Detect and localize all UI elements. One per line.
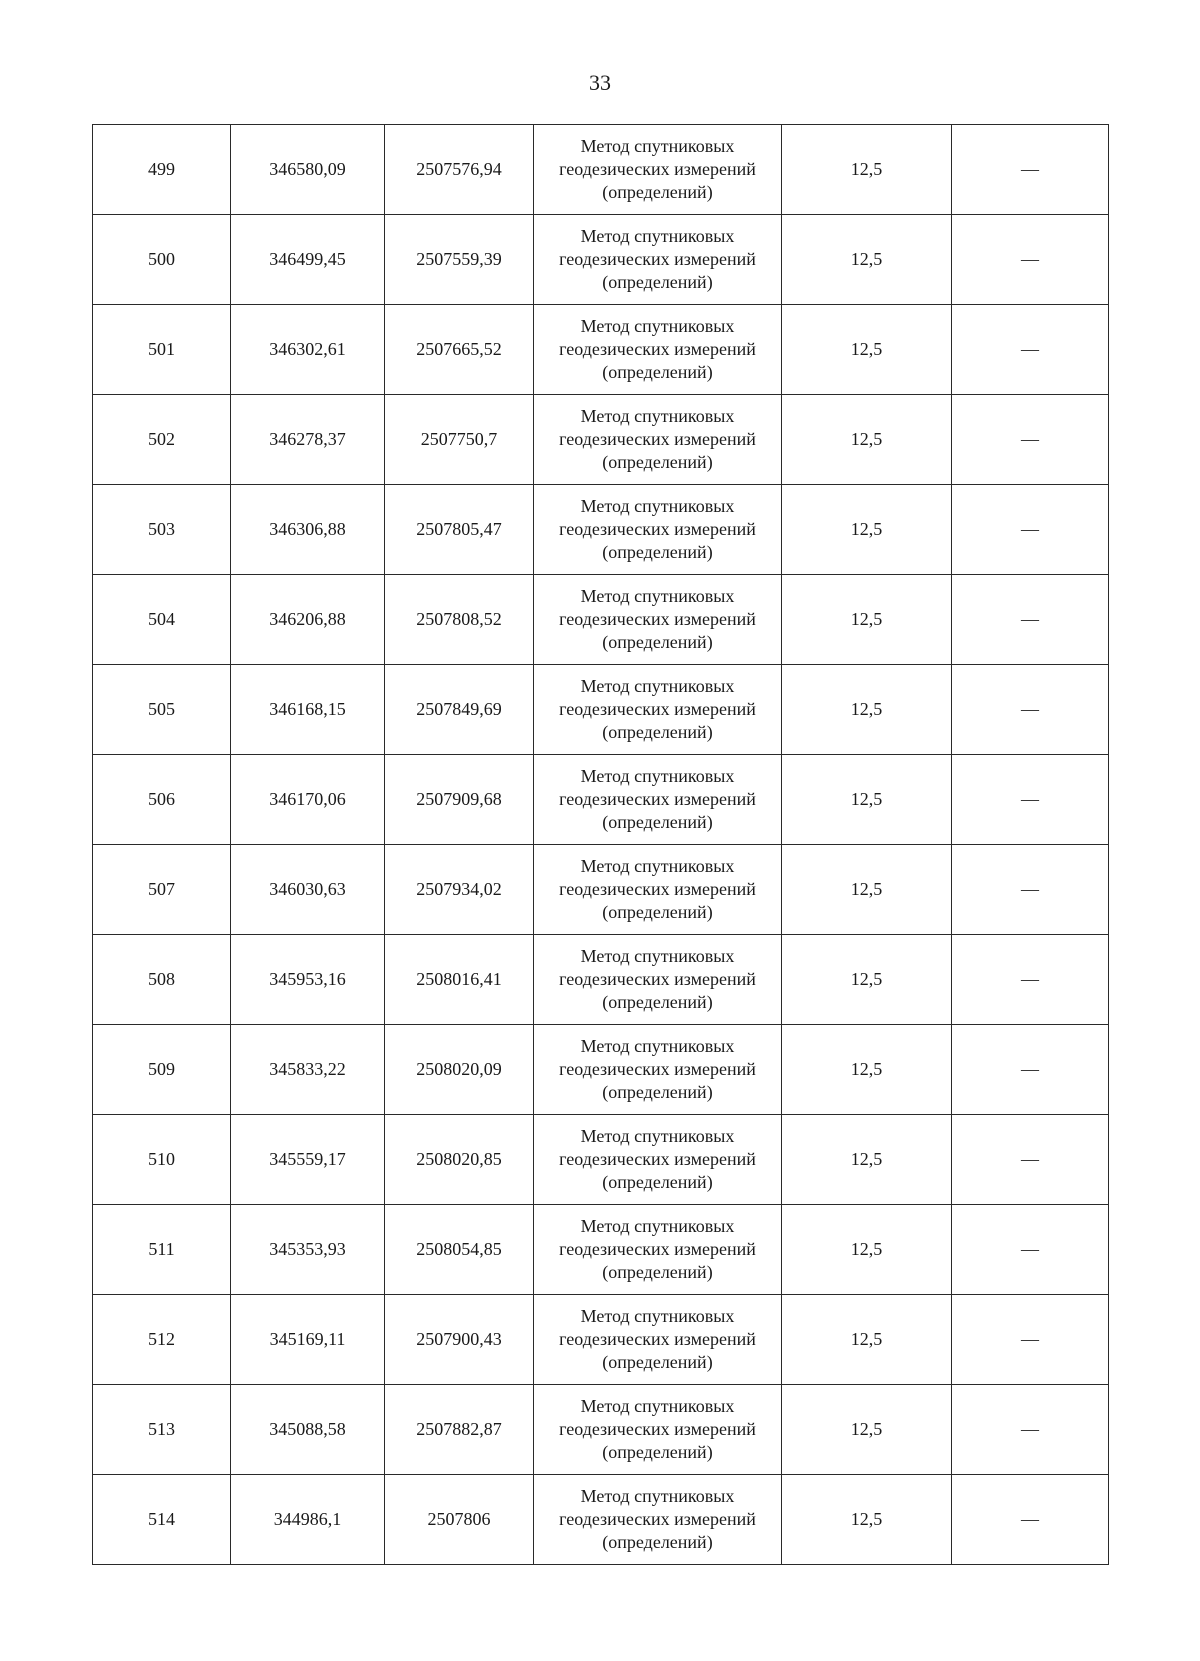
method-cell — [534, 575, 782, 665]
table-row — [93, 1475, 1109, 1565]
accuracy-cell: 12,5 — [782, 935, 952, 1025]
method-line: (определений) — [602, 1262, 713, 1282]
note-cell — [952, 485, 1109, 575]
x-coordinate-cell: 346499,45 — [231, 215, 385, 305]
method-line: Метод спутниковых — [580, 1306, 735, 1326]
note-dash: — — [1021, 1329, 1039, 1349]
method-line: Метод спутниковых — [580, 1486, 735, 1506]
point-number-cell: 503 — [93, 485, 231, 575]
y-coordinate-cell: 2507559,39 — [385, 215, 534, 305]
y-coordinate-cell: 2507806 — [385, 1475, 534, 1565]
point-number-cell: 504 — [93, 575, 231, 665]
accuracy-cell: 12,5 — [782, 1205, 952, 1295]
method-line: Метод спутниковых — [580, 946, 735, 966]
x-coordinate-cell: 346170,06 — [231, 755, 385, 845]
note-dash: — — [1021, 1419, 1039, 1439]
note-cell — [952, 1205, 1109, 1295]
method-line: геодезических измерений — [559, 789, 756, 809]
method-line: (определений) — [602, 542, 713, 562]
note-dash: — — [1021, 519, 1039, 539]
method-line: (определений) — [602, 992, 713, 1012]
point-number-cell: 514 — [93, 1475, 231, 1565]
accuracy-cell: 12,5 — [782, 125, 952, 215]
note-dash: — — [1021, 789, 1039, 809]
note-cell — [952, 305, 1109, 395]
accuracy-cell: 12,5 — [782, 845, 952, 935]
table-row — [93, 485, 1109, 575]
method-line: Метод спутниковых — [580, 1126, 735, 1146]
table-row — [93, 215, 1109, 305]
method-line: Метод спутниковых — [580, 406, 735, 426]
accuracy-cell: 12,5 — [782, 1115, 952, 1205]
method-line: (определений) — [602, 1532, 713, 1552]
accuracy-cell: 12,5 — [782, 305, 952, 395]
point-number-cell: 507 — [93, 845, 231, 935]
accuracy-cell: 12,5 — [782, 1475, 952, 1565]
method-line: Метод спутниковых — [580, 856, 735, 876]
x-coordinate-cell: 346580,09 — [231, 125, 385, 215]
page-number: 33 — [589, 70, 611, 95]
method-line: (определений) — [602, 632, 713, 652]
x-coordinate-cell: 344986,1 — [231, 1475, 385, 1565]
method-line: Метод спутниковых — [580, 496, 735, 516]
method-line: Метод спутниковых — [580, 586, 735, 606]
method-line: геодезических измерений — [559, 699, 756, 719]
accuracy-cell: 12,5 — [782, 665, 952, 755]
table-body — [93, 125, 1109, 1565]
method-line: геодезических измерений — [559, 879, 756, 899]
method-line: геодезических измерений — [559, 1419, 756, 1439]
method-line: (определений) — [602, 722, 713, 742]
table-row — [93, 125, 1109, 215]
point-number-cell: 499 — [93, 125, 231, 215]
note-dash: — — [1021, 339, 1039, 359]
accuracy-cell: 12,5 — [782, 575, 952, 665]
method-line: (определений) — [602, 812, 713, 832]
note-dash: — — [1021, 1239, 1039, 1259]
note-dash: — — [1021, 1149, 1039, 1169]
x-coordinate-cell: 345833,22 — [231, 1025, 385, 1115]
accuracy-cell: 12,5 — [782, 1295, 952, 1385]
y-coordinate-cell: 2507805,47 — [385, 485, 534, 575]
note-cell — [952, 1295, 1109, 1385]
note-cell — [952, 125, 1109, 215]
method-cell — [534, 1025, 782, 1115]
accuracy-cell: 12,5 — [782, 1025, 952, 1115]
table-row — [93, 395, 1109, 485]
method-cell — [534, 395, 782, 485]
method-line: (определений) — [602, 272, 713, 292]
method-line: геодезических измерений — [559, 969, 756, 989]
method-cell — [534, 755, 782, 845]
point-number-cell: 501 — [93, 305, 231, 395]
method-line: (определений) — [602, 362, 713, 382]
method-line: (определений) — [602, 182, 713, 202]
y-coordinate-cell: 2507750,7 — [385, 395, 534, 485]
method-line: геодезических измерений — [559, 159, 756, 179]
y-coordinate-cell: 2507665,52 — [385, 305, 534, 395]
table-row — [93, 1115, 1109, 1205]
note-cell — [952, 215, 1109, 305]
note-dash: — — [1021, 699, 1039, 719]
x-coordinate-cell: 345088,58 — [231, 1385, 385, 1475]
note-cell — [952, 395, 1109, 485]
method-line: геодезических измерений — [559, 1059, 756, 1079]
x-coordinate-cell: 346302,61 — [231, 305, 385, 395]
x-coordinate-cell: 345559,17 — [231, 1115, 385, 1205]
method-line: Метод спутниковых — [580, 766, 735, 786]
note-dash: — — [1021, 429, 1039, 449]
coordinates-table — [92, 124, 1109, 1565]
method-line: Метод спутниковых — [580, 1036, 735, 1056]
note-cell — [952, 1385, 1109, 1475]
method-line: (определений) — [602, 1442, 713, 1462]
note-cell — [952, 575, 1109, 665]
method-cell — [534, 1385, 782, 1475]
note-dash: — — [1021, 1059, 1039, 1079]
method-line: геодезических измерений — [559, 519, 756, 539]
note-cell — [952, 1475, 1109, 1565]
method-line: Метод спутниковых — [580, 1396, 735, 1416]
note-cell — [952, 1025, 1109, 1115]
y-coordinate-cell: 2508016,41 — [385, 935, 534, 1025]
point-number-cell: 510 — [93, 1115, 231, 1205]
method-line: геодезических измерений — [559, 1329, 756, 1349]
table-row — [93, 665, 1109, 755]
point-number-cell: 500 — [93, 215, 231, 305]
point-number-cell: 508 — [93, 935, 231, 1025]
x-coordinate-cell: 346206,88 — [231, 575, 385, 665]
y-coordinate-cell: 2507909,68 — [385, 755, 534, 845]
method-cell — [534, 125, 782, 215]
method-cell — [534, 215, 782, 305]
method-line: геодезических измерений — [559, 1509, 756, 1529]
point-number-cell: 513 — [93, 1385, 231, 1475]
note-cell — [952, 935, 1109, 1025]
note-dash: — — [1021, 609, 1039, 629]
y-coordinate-cell: 2508020,09 — [385, 1025, 534, 1115]
method-cell — [534, 935, 782, 1025]
y-coordinate-cell: 2508054,85 — [385, 1205, 534, 1295]
method-line: геодезических измерений — [559, 609, 756, 629]
table-row — [93, 1385, 1109, 1475]
method-cell — [534, 845, 782, 935]
note-dash: — — [1021, 969, 1039, 989]
method-line: (определений) — [602, 902, 713, 922]
point-number-cell: 509 — [93, 1025, 231, 1115]
method-line: геодезических измерений — [559, 1239, 756, 1259]
table-row — [93, 1295, 1109, 1385]
method-line: геодезических измерений — [559, 339, 756, 359]
method-line: геодезических измерений — [559, 1149, 756, 1169]
x-coordinate-cell: 346168,15 — [231, 665, 385, 755]
table-row — [93, 935, 1109, 1025]
y-coordinate-cell: 2507882,87 — [385, 1385, 534, 1475]
note-dash: — — [1021, 1509, 1039, 1529]
point-number-cell: 512 — [93, 1295, 231, 1385]
x-coordinate-cell: 346030,63 — [231, 845, 385, 935]
x-coordinate-cell: 346306,88 — [231, 485, 385, 575]
method-line: геодезических измерений — [559, 249, 756, 269]
table-row — [93, 845, 1109, 935]
x-coordinate-cell: 346278,37 — [231, 395, 385, 485]
method-line: (определений) — [602, 1352, 713, 1372]
note-cell — [952, 845, 1109, 935]
accuracy-cell: 12,5 — [782, 1385, 952, 1475]
accuracy-cell: 12,5 — [782, 395, 952, 485]
y-coordinate-cell: 2508020,85 — [385, 1115, 534, 1205]
point-number-cell: 506 — [93, 755, 231, 845]
method-line: (определений) — [602, 1082, 713, 1102]
method-cell — [534, 1475, 782, 1565]
point-number-cell: 511 — [93, 1205, 231, 1295]
accuracy-cell: 12,5 — [782, 485, 952, 575]
note-cell — [952, 665, 1109, 755]
method-cell — [534, 1295, 782, 1385]
method-cell — [534, 1205, 782, 1295]
note-dash: — — [1021, 159, 1039, 179]
note-dash: — — [1021, 249, 1039, 269]
x-coordinate-cell: 345169,11 — [231, 1295, 385, 1385]
method-line: Метод спутниковых — [580, 676, 735, 696]
accuracy-cell: 12,5 — [782, 755, 952, 845]
method-line: Метод спутниковых — [580, 316, 735, 336]
method-cell — [534, 1115, 782, 1205]
table-row — [93, 575, 1109, 665]
method-line: (определений) — [602, 452, 713, 472]
note-cell — [952, 1115, 1109, 1205]
note-dash: — — [1021, 879, 1039, 899]
method-cell — [534, 485, 782, 575]
table-row — [93, 1025, 1109, 1115]
table-row — [93, 305, 1109, 395]
point-number-cell: 505 — [93, 665, 231, 755]
y-coordinate-cell: 2507900,43 — [385, 1295, 534, 1385]
method-line: (определений) — [602, 1172, 713, 1192]
method-line: Метод спутниковых — [580, 1216, 735, 1236]
table-row — [93, 1205, 1109, 1295]
x-coordinate-cell: 345953,16 — [231, 935, 385, 1025]
table-row — [93, 755, 1109, 845]
y-coordinate-cell: 2507849,69 — [385, 665, 534, 755]
accuracy-cell: 12,5 — [782, 215, 952, 305]
y-coordinate-cell: 2507808,52 — [385, 575, 534, 665]
method-cell — [534, 665, 782, 755]
method-line: Метод спутниковых — [580, 136, 735, 156]
note-cell — [952, 755, 1109, 845]
point-number-cell: 502 — [93, 395, 231, 485]
y-coordinate-cell: 2507576,94 — [385, 125, 534, 215]
method-line: Метод спутниковых — [580, 226, 735, 246]
x-coordinate-cell: 345353,93 — [231, 1205, 385, 1295]
method-cell — [534, 305, 782, 395]
method-line: геодезических измерений — [559, 429, 756, 449]
y-coordinate-cell: 2507934,02 — [385, 845, 534, 935]
